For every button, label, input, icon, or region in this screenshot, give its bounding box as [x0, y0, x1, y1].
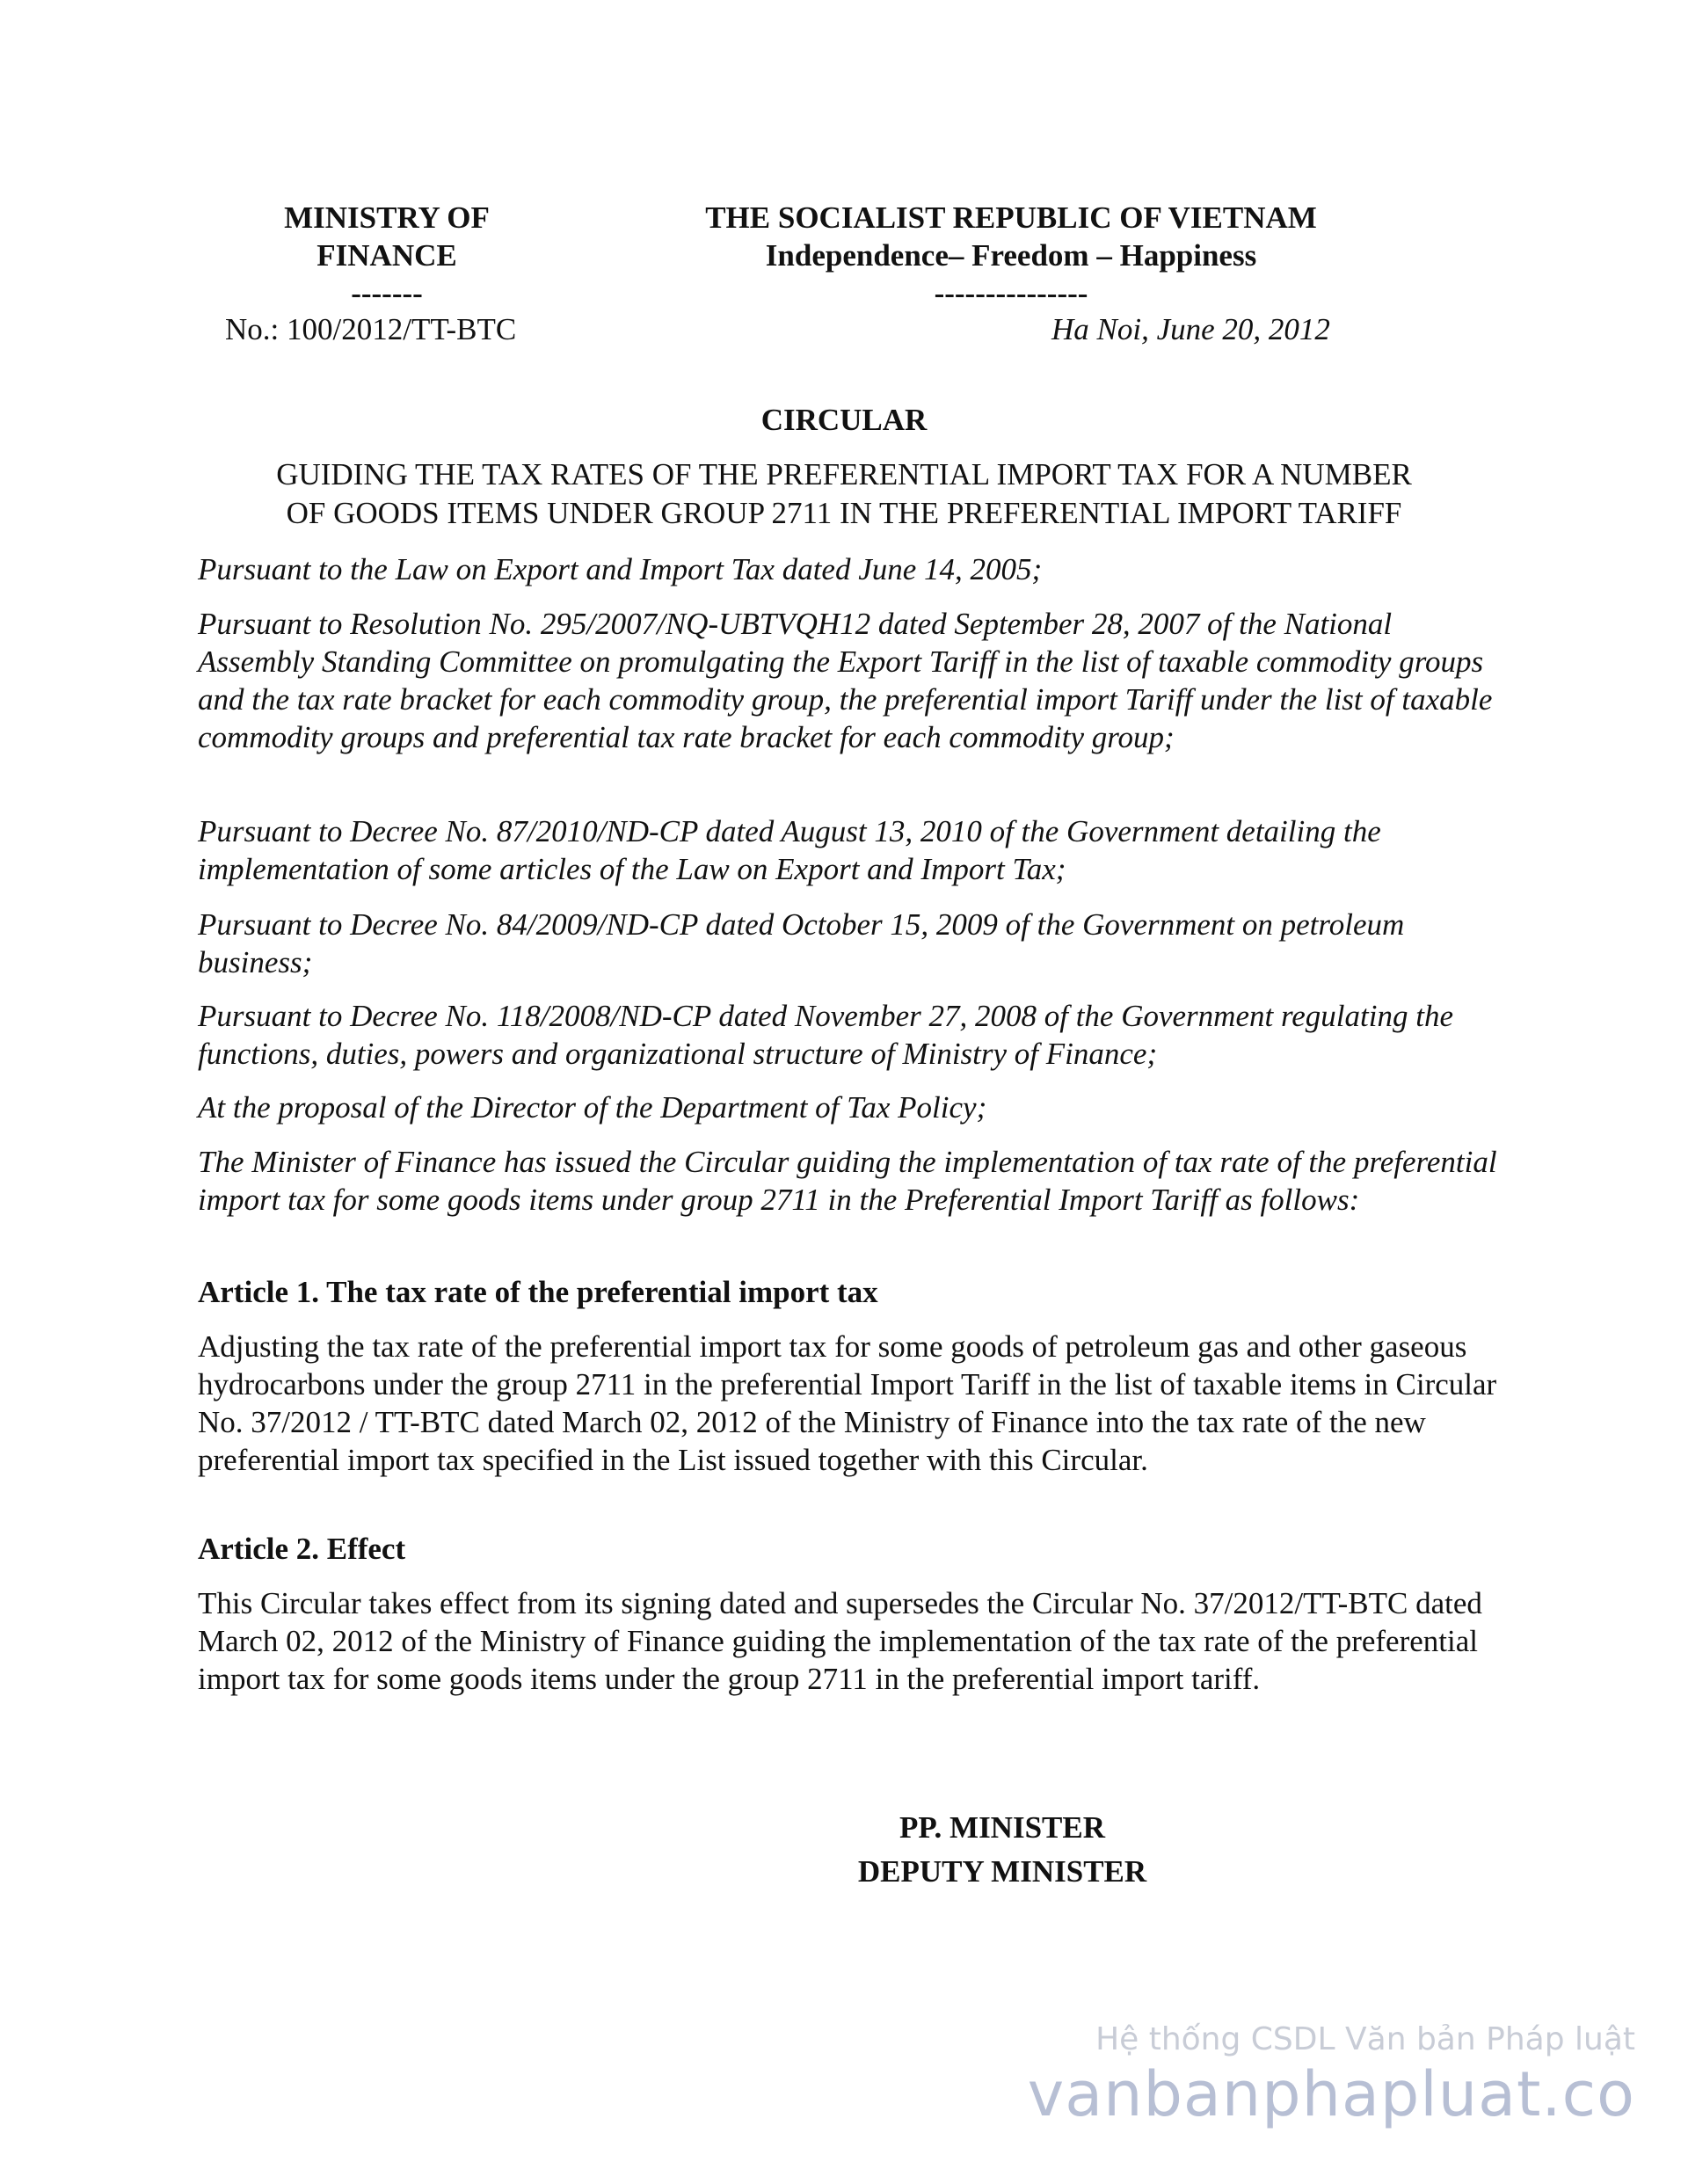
- preamble-paragraph: At the proposal of the Director of the Department of Tax Policy;: [198, 1090, 987, 1125]
- republic-name: THE SOCIALIST REPUBLIC OF VIETNAM: [705, 200, 1317, 235]
- national-motto: Independence– Freedom – Happiness: [765, 238, 1257, 273]
- signature-line-2: DEPUTY MINISTER: [857, 1854, 1147, 1889]
- article-1-heading: Article 1. The tax rate of the preferential import tax: [198, 1275, 878, 1309]
- article-1-text: Adjusting the tax rate of the preferential import tax for some goods of petroleum gas and other gaseous hydrocarbons under the group 2711 in the preferential Import Tariff in the list of taxable items in Circular No. 37/2012 / TT-BTC dated March 02, 2012 of the Ministry of Finance into the tax rate of the new preferential import tax specified in the List issued together with this Circular.: [198, 1329, 1497, 1477]
- republic-separator: ---------------: [934, 276, 1088, 310]
- preamble-paragraph: Pursuant to the Law on Export and Import Tax dated June 14, 2005;: [198, 552, 1043, 586]
- watermark-domain: vanbanphapluat.co: [1027, 2058, 1635, 2130]
- ministry-separator: -------: [351, 276, 423, 310]
- signature-block: [791, 1806, 1213, 1894]
- article-2-heading: Article 2. Effect: [198, 1532, 406, 1566]
- document-number: No.: 100/2012/TT-BTC: [225, 312, 517, 346]
- subtitle-line-2: OF GOODS ITEMS UNDER GROUP 2711 IN THE PREFERENTIAL IMPORT TARIFF: [286, 496, 1402, 530]
- document-type-title: CIRCULAR: [760, 403, 928, 437]
- watermark-tagline: Hệ thống CSDL Văn bản Pháp luật: [1095, 2021, 1635, 2057]
- subtitle-line-1: GUIDING THE TAX RATES OF THE PREFERENTIAL IMPORT TAX FOR A NUMBER: [276, 457, 1412, 491]
- preamble-paragraph: Pursuant to Decree No. 118/2008/ND-CP dated November 27, 2008 of the Government regulating the functions, duties, powers and organizational structure of Ministry of Finance;: [198, 999, 1453, 1071]
- issuing-authority: [158, 199, 615, 312]
- preamble-paragraph: The Minister of Finance has issued the Circular guiding the implementation of tax rate of the preferential import tax for some goods items under group 2711 in the Preferential Import Tariff as follows:: [198, 1145, 1497, 1217]
- preamble-paragraph: Pursuant to Resolution No. 295/2007/NQ-UBTVQH12 dated September 28, 2007 of the National Assembly Standing Committee on promulgating the Export Tariff in the list of taxable commodity groups and the tax rate bracket for each commodity group, the preferential import Tariff under the list of taxable commodity groups and preferential tax rate bracket for each commodity group;: [198, 607, 1493, 754]
- preamble-paragraph: Pursuant to Decree No. 84/2009/ND-CP dated October 15, 2009 of the Government on petroleum business;: [198, 907, 1405, 979]
- signature-line-1: PP. MINISTER: [899, 1810, 1106, 1845]
- preamble-paragraph: Pursuant to Decree No. 87/2010/ND-CP dated August 13, 2010 of the Government detailing the implementation of some articles of the Law on Export and Import Tax;: [198, 814, 1381, 886]
- article-2-text: This Circular takes effect from its signing dated and supersedes the Circular No. 37/2012/TT-BTC dated March 02, 2012 of the Ministry of Finance guiding the implementation of the tax rate of the preferential import tax for some goods items under the group 2711 in the preferential import tariff.: [198, 1586, 1482, 1696]
- national-heading: [580, 199, 1442, 312]
- ministry-line-1: MINISTRY OF: [284, 200, 490, 235]
- site-watermark: [1028, 2020, 1635, 2129]
- ministry-line-2: FINANCE: [316, 238, 457, 273]
- place-and-date: Ha Noi, June 20, 2012: [1051, 312, 1330, 346]
- document-subtitle: [176, 455, 1512, 533]
